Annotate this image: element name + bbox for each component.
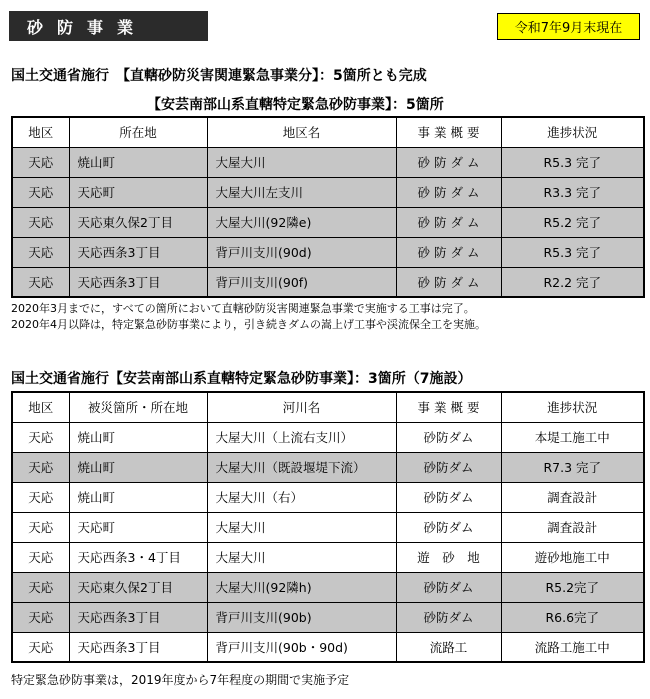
name-cell: 大屋大川 <box>207 512 396 542</box>
table-row <box>12 207 644 237</box>
column-header: 進捗状況 <box>501 392 644 422</box>
summary-cell: 砂 防 ダ ム <box>396 267 501 297</box>
area-cell: 天応 <box>12 512 69 542</box>
location-cell: 焼山町 <box>69 147 207 177</box>
section2-note: 特定緊急砂防事業は，2019年度から7年程度の期間で実施予定 <box>11 673 350 687</box>
column-header: 地区 <box>12 392 69 422</box>
section2-heading: 国土交通省施行【安芸南部山系直轄特定緊急砂防事業】：3箇所（7施設） <box>11 371 472 387</box>
name-cell: 大屋大川(92隣h) <box>207 572 396 602</box>
progress-cell: R3.3 完了 <box>501 177 644 207</box>
table-header-row <box>12 117 644 147</box>
progress-cell: 流路工施工中 <box>501 632 644 662</box>
name-cell: 大屋大川（既設堰堤下流） <box>207 452 396 482</box>
area-cell: 天応 <box>12 207 69 237</box>
location-cell: 焼山町 <box>69 452 207 482</box>
name-cell: 大屋大川 <box>207 542 396 572</box>
table-row <box>12 602 644 632</box>
area-cell: 天応 <box>12 602 69 632</box>
location-cell: 天応町 <box>69 512 207 542</box>
table-row <box>12 147 644 177</box>
section2-table <box>11 391 645 663</box>
section1-heading-line1: 国土交通省施行 【直轄砂防災害関連緊急事業分】：5箇所とも完成 <box>11 68 427 84</box>
column-header: 河川名 <box>207 392 396 422</box>
progress-cell: 本堤工施工中 <box>501 422 644 452</box>
progress-cell: R7.3 完了 <box>501 452 644 482</box>
area-cell: 天応 <box>12 632 69 662</box>
location-cell: 天応西条3・4丁目 <box>69 542 207 572</box>
progress-cell: 調査設計 <box>501 482 644 512</box>
progress-cell: R5.2完了 <box>501 572 644 602</box>
section1-table <box>11 116 645 298</box>
status-date-badge: 令和7年9月末現在 <box>497 13 640 40</box>
table-row <box>12 237 644 267</box>
column-header: 地区名 <box>207 117 396 147</box>
summary-cell: 砂防ダム <box>396 512 501 542</box>
summary-cell: 砂防ダム <box>396 422 501 452</box>
progress-cell: R5.3 完了 <box>501 147 644 177</box>
section1-note: 2020年4月以降は，特定緊急砂防事業により，引き続きダムの嵩上げ工事や渓流保全工を実施。 <box>11 318 486 331</box>
table-row <box>12 452 644 482</box>
summary-cell: 砂防ダム <box>396 482 501 512</box>
table-row <box>12 572 644 602</box>
area-cell: 天応 <box>12 452 69 482</box>
section1-note: 2020年3月までに，すべての箇所において直轄砂防災害関連緊急事業で実施する工事は完了。 <box>11 302 475 315</box>
name-cell: 大屋大川(92隣e) <box>207 207 396 237</box>
column-header: 事 業 概 要 <box>396 117 501 147</box>
progress-cell: R6.6完了 <box>501 602 644 632</box>
table-row <box>12 632 644 662</box>
location-cell: 天応西条3丁目 <box>69 237 207 267</box>
summary-cell: 砂 防 ダ ム <box>396 237 501 267</box>
page-title: 砂防事業 <box>9 11 208 41</box>
table-row <box>12 422 644 452</box>
location-cell: 焼山町 <box>69 422 207 452</box>
area-cell: 天応 <box>12 542 69 572</box>
location-cell: 焼山町 <box>69 482 207 512</box>
column-header: 所在地 <box>69 117 207 147</box>
area-cell: 天応 <box>12 422 69 452</box>
summary-cell: 砂 防 ダ ム <box>396 147 501 177</box>
summary-cell: 砂防ダム <box>396 572 501 602</box>
name-cell: 背戸川支川(90d) <box>207 237 396 267</box>
location-cell: 天応町 <box>69 177 207 207</box>
progress-cell: 遊砂地施工中 <box>501 542 644 572</box>
summary-cell: 遊 砂 地 <box>396 542 501 572</box>
section1-heading-line2: 【安芸南部山系直轄特定緊急砂防事業】：5箇所 <box>147 97 444 113</box>
name-cell: 大屋大川 <box>207 147 396 177</box>
name-cell: 大屋大川左支川 <box>207 177 396 207</box>
summary-cell: 砂防ダム <box>396 452 501 482</box>
summary-cell: 流路工 <box>396 632 501 662</box>
name-cell: 背戸川支川(90f) <box>207 267 396 297</box>
table-row <box>12 177 644 207</box>
summary-cell: 砂 防 ダ ム <box>396 177 501 207</box>
progress-cell: R5.3 完了 <box>501 237 644 267</box>
table-row <box>12 512 644 542</box>
table-row <box>12 482 644 512</box>
summary-cell: 砂防ダム <box>396 602 501 632</box>
area-cell: 天応 <box>12 482 69 512</box>
name-cell: 背戸川支川(90b・90d) <box>207 632 396 662</box>
name-cell: 大屋大川（上流右支川） <box>207 422 396 452</box>
table-row <box>12 542 644 572</box>
area-cell: 天応 <box>12 572 69 602</box>
area-cell: 天応 <box>12 147 69 177</box>
name-cell: 背戸川支川(90b) <box>207 602 396 632</box>
location-cell: 天応西条3丁目 <box>69 632 207 662</box>
column-header: 進捗状況 <box>501 117 644 147</box>
location-cell: 天応西条3丁目 <box>69 602 207 632</box>
area-cell: 天応 <box>12 237 69 267</box>
location-cell: 天応東久保2丁目 <box>69 572 207 602</box>
column-header: 地区 <box>12 117 69 147</box>
column-header: 事 業 概 要 <box>396 392 501 422</box>
area-cell: 天応 <box>12 177 69 207</box>
location-cell: 天応西条3丁目 <box>69 267 207 297</box>
table-row <box>12 267 644 297</box>
table-header-row <box>12 392 644 422</box>
area-cell: 天応 <box>12 267 69 297</box>
column-header: 被災箇所・所在地 <box>69 392 207 422</box>
progress-cell: R2.2 完了 <box>501 267 644 297</box>
progress-cell: R5.2 完了 <box>501 207 644 237</box>
name-cell: 大屋大川（右） <box>207 482 396 512</box>
summary-cell: 砂 防 ダ ム <box>396 207 501 237</box>
location-cell: 天応東久保2丁目 <box>69 207 207 237</box>
progress-cell: 調査設計 <box>501 512 644 542</box>
